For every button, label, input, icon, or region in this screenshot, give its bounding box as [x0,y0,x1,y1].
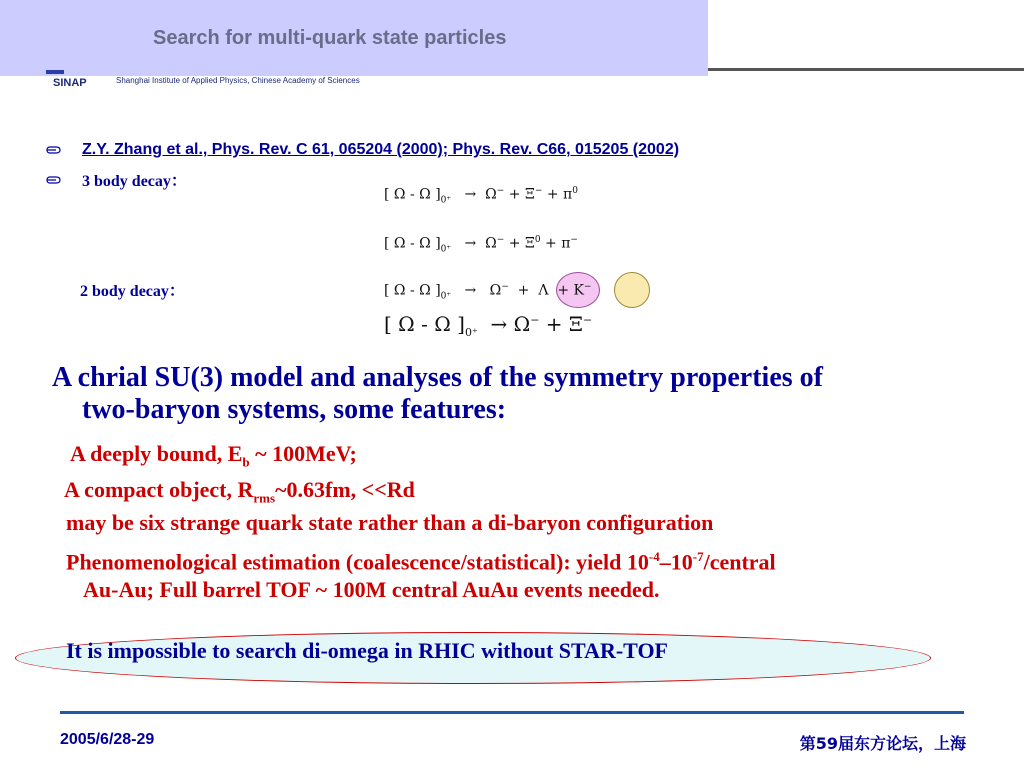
reference-bullet [46,141,679,159]
citation-link[interactable]: Z.Y. Zhang et al., Phys. Rev. C 61, 065204 (2000); Phys. Rev. C66, 015205 (2002) [82,141,680,158]
decay-equation-2: [ Ω - Ω ]$_{0^+}$ → $\Omega^- + \Xi^0 + \pi^-$ [384,235,578,255]
pointing-hand-icon [46,144,64,156]
model-description-line2: two-baryon systems, some features: [82,394,507,425]
lambda-highlight-circle [614,272,650,308]
feature-yield-estimate: Phenomenological estimation (coalescence/statistical): yield $10^{-4}-10^{-7}$/central Au-Au; Full barrel TOF ~ 100M central AuAu events needed. [66,549,776,603]
header-divider [708,68,1024,71]
pointing-hand-icon [46,174,64,186]
footer-date: 2005/6/28-29 [60,731,155,748]
decay-equation-4: [ Ω - Ω ]$_{0^+} \to \Omega^- + \Xi^-$ [384,312,593,339]
decay-equation-3: [ Ω - Ω ]$_{0^+}$ → Ω− + Λ + K− [384,282,592,302]
logo-text: SINAP [53,77,87,89]
institute-name: Shanghai Institute of Applied Physics, Chinese Academy of Sciences [116,76,360,85]
logo-mark [46,70,64,74]
feature-six-strange-quark: may be six strange quark state rather than a di-baryon configuration [66,510,714,535]
model-description [52,362,1002,426]
slide-title: Search for multi-quark state particles [153,27,507,49]
footer-divider [60,711,964,714]
footer-forum: 第59届东方论坛，上海 [799,734,966,753]
two-body-label: 2 body decay： [80,283,185,300]
sinap-logo [44,68,102,94]
feature-binding-energy: A deeply bound, $E_b$ ~ 100MeV; [70,441,357,470]
conclusion-text: It is impossible to search di-omega in RHIC without STAR-TOF [66,638,668,663]
three-body-bullet [46,168,187,191]
title-banner [0,0,708,76]
model-description-line1: A chrial SU(3) model and analyses of the symmetry properties of [52,362,823,393]
three-body-label: 3 body decay： [82,173,187,190]
feature-compact-object: A compact object, $R_{rms}\sim 0.63fm$, <<Rd [64,477,415,506]
decay-equation-1: [ Ω - Ω ]$_{0^+}$ → $\Omega^- + \Xi^- + \pi^0$ [384,186,578,206]
